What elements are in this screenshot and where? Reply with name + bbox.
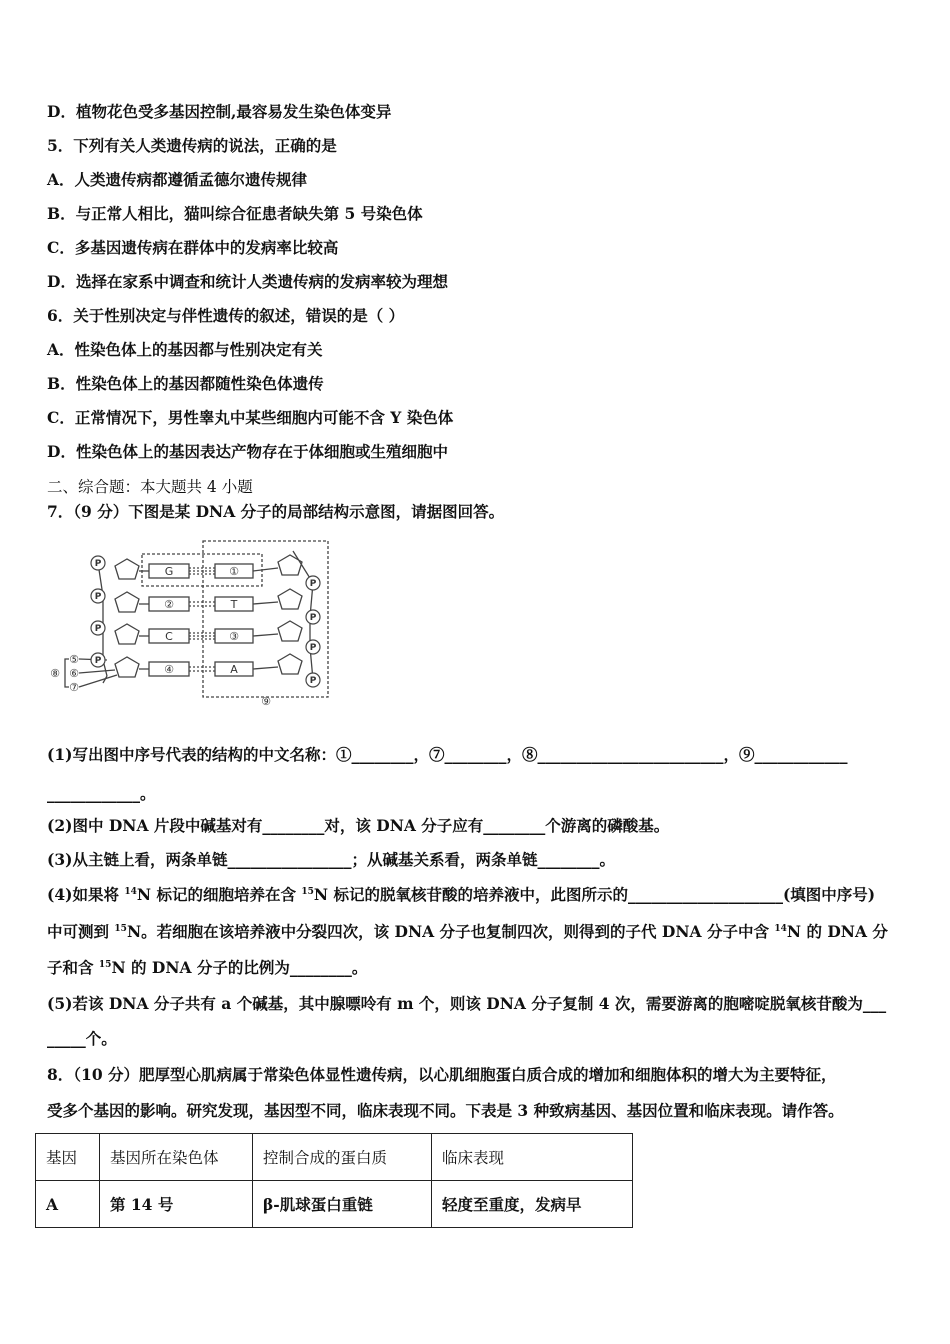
dashed-frame-1	[142, 554, 262, 586]
right-sugar	[278, 555, 302, 575]
right-sugar	[278, 654, 302, 674]
dna-structure-diagram	[45, 533, 345, 713]
q7-sub5-line1: (5)若该 DNA 分子共有 a 个碱基，其中腺嘌呤有 m 个，则该 DNA 分子复制 4 次，需要游离的胞嘧啶脱氧核苷酸为___	[47, 994, 887, 1013]
q7-sub1-line1: (1)写出图中序号代表的结构的中文名称：①________，⑦________，⑧________________________，⑨____________	[47, 745, 848, 764]
q6-option-a: A．性染色体上的基因都与性别决定有关	[47, 340, 323, 359]
q5-option-d: D．选择在家系中调查和统计人类遗传病的发病率较为理想	[47, 272, 448, 291]
q7-sub4-line1: (4)如果将 $^{14}$N 标记的细胞培养在含 $^{15}$N 标记的脱氧核苷酸的培养液中，此图所示的____________________(填图中序号)	[47, 885, 876, 904]
table-row	[36, 1181, 633, 1228]
q7-sub2: (2)图中 DNA 片段中碱基对有________对，该 DNA 分子应有________个游离的磷酸基。	[47, 816, 670, 835]
left-sugar	[115, 624, 139, 644]
table-header-cell: 控制合成的蛋白质	[253, 1134, 432, 1181]
section-title: 二、综合题：本大题共 4 小题	[47, 478, 253, 496]
right-base-label: ①	[229, 565, 239, 578]
left-sugar	[115, 657, 139, 677]
q7-sub1-line2: ____________。	[47, 784, 156, 803]
q5-stem: 5．下列有关人类遗传病的说法，正确的是	[47, 136, 337, 155]
label-7: ⑦	[69, 681, 79, 694]
right-base-label: A	[230, 663, 238, 676]
table-header-cell: 基因所在染色体	[100, 1134, 253, 1181]
phosphate-label: P	[94, 656, 102, 666]
q8-stem-line2: 受多个基因的影响。研究发现，基因型不同，临床表现不同。下表是 3 种致病基因、基因位置和临床表现。请作答。	[47, 1101, 844, 1120]
table-header-row	[36, 1134, 633, 1181]
table-cell: A	[36, 1181, 100, 1228]
left-base-label: C	[165, 630, 173, 643]
q7-sub3: (3)从主链上看，两条单链________________；从碱基关系看，两条单链________。	[47, 850, 615, 869]
label-5: ⑤	[69, 653, 79, 666]
q7-sub4-line3: 子和含 $^{15}$N 的 DNA 分子的比例为________。	[47, 958, 368, 977]
q5-option-b: B．与正常人相比，猫叫综合征患者缺失第 5 号染色体	[47, 204, 423, 223]
table-header-cell: 临床表现	[432, 1134, 633, 1181]
right-base-label: T	[230, 598, 238, 611]
table-header-cell: 基因	[36, 1134, 100, 1181]
phosphate-label: P	[309, 643, 317, 653]
q6-option-d: D．性染色体上的基因表达产物存在于体细胞或生殖细胞中	[47, 442, 448, 461]
table-cell: β-肌球蛋白重链	[253, 1181, 432, 1228]
q6-stem: 6．关于性别决定与伴性遗传的叙述，错误的是（ ）	[47, 306, 405, 325]
right-base-label: ③	[229, 630, 239, 643]
label-8: ⑧	[50, 667, 60, 680]
phosphate-label: P	[309, 613, 317, 623]
table-cell: 第 14 号	[100, 1181, 253, 1228]
phosphate-label: P	[309, 579, 317, 589]
phosphate-label: P	[94, 624, 102, 634]
phosphate-label: P	[94, 592, 102, 602]
right-sugar	[278, 621, 302, 641]
label-9: ⑨	[261, 695, 271, 708]
q4-option-d: D．植物花色受多基因控制,最容易发生染色体变异	[47, 102, 392, 121]
q6-option-b: B．性染色体上的基因都随性染色体遗传	[47, 374, 324, 393]
left-base-label: ②	[164, 598, 174, 611]
q6-option-c: C．正常情况下，男性睾丸中某些细胞内可能不含 Y 染色体	[47, 408, 454, 427]
q5-option-c: C．多基因遗传病在群体中的发病率比较高	[47, 238, 339, 257]
label-6: ⑥	[69, 667, 79, 680]
left-base-label: G	[164, 565, 174, 578]
right-sugar	[278, 589, 302, 609]
q7-sub5-line2: _____个。	[47, 1029, 117, 1048]
gene-table	[35, 1133, 633, 1228]
q7-sub4-line2: 中可测到 $^{15}$N。若细胞在该培养液中分裂四次，该 DNA 分子也复制四次，则得到的子代 DNA 分子中含 $^{14}$N 的 DNA 分	[47, 922, 888, 941]
q7-stem: 7．（9 分）下图是某 DNA 分子的局部结构示意图，请据图回答。	[47, 502, 505, 521]
table-cell: 轻度至重度，发病早	[432, 1181, 633, 1228]
left-sugar	[115, 592, 139, 612]
phosphate-label: P	[94, 559, 102, 569]
q5-option-a: A．人类遗传病都遵循孟德尔遗传规律	[47, 170, 308, 189]
phosphate-label: P	[309, 676, 317, 686]
left-sugar	[115, 559, 139, 579]
q8-stem-line1: 8．（10 分）肥厚型心肌病属于常染色体显性遗传病，以心肌细胞蛋白质合成的增加和细胞体积的增大为主要特征，	[47, 1065, 837, 1084]
left-base-label: ④	[164, 663, 174, 676]
